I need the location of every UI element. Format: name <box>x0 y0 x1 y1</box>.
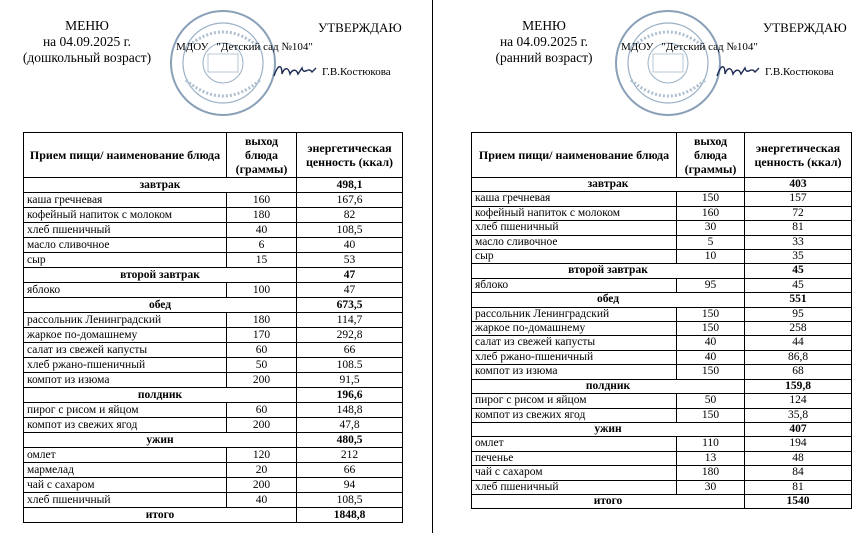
dish-weight: 150 <box>677 365 745 379</box>
menu-table-early <box>471 132 852 509</box>
dish-weight: 15 <box>227 253 297 268</box>
dish-energy: 157 <box>745 192 852 206</box>
dish-weight: 200 <box>227 373 297 388</box>
table-row <box>472 480 852 494</box>
header-dish: Прием пищи/ наименование блюда <box>24 133 227 178</box>
dish-energy: 95 <box>745 307 852 321</box>
table-row <box>472 221 852 235</box>
dish-weight: 150 <box>677 307 745 321</box>
meal-name: второй завтрак <box>472 264 745 278</box>
dish-name: масло сливочное <box>472 235 677 249</box>
meal-row <box>24 388 403 403</box>
dish-energy: 35,8 <box>745 408 852 422</box>
dish-energy: 108,5 <box>297 223 403 238</box>
table-row <box>24 193 403 208</box>
organization-line <box>176 41 313 53</box>
menu-table-preschool <box>23 132 403 523</box>
dish-name: салат из свежей капусты <box>24 343 227 358</box>
dish-energy: 124 <box>745 394 852 408</box>
total-row <box>24 508 403 523</box>
menu-heading <box>469 18 619 66</box>
meal-row <box>24 178 403 193</box>
dish-energy: 194 <box>745 437 852 451</box>
table-row <box>24 223 403 238</box>
dish-weight: 20 <box>227 463 297 478</box>
table-row <box>24 253 403 268</box>
table-row <box>472 365 852 379</box>
dish-energy: 40 <box>297 238 403 253</box>
table-row <box>472 408 852 422</box>
dish-name: чай с сахаром <box>24 478 227 493</box>
menu-panel-early <box>433 0 866 533</box>
dish-name: рассольник Ленинградский <box>24 313 227 328</box>
dish-name: пирог с рисом и яйцом <box>472 394 677 408</box>
dish-name: кофейный напиток с молоком <box>472 206 677 220</box>
dish-name: яблоко <box>472 278 677 292</box>
dish-energy: 212 <box>297 448 403 463</box>
dish-energy: 108.5 <box>297 358 403 373</box>
dish-weight: 150 <box>677 408 745 422</box>
table-row <box>472 278 852 292</box>
dish-energy: 47 <box>297 283 403 298</box>
meal-row <box>24 298 403 313</box>
dish-name: масло сливочное <box>24 238 227 253</box>
table-row <box>472 437 852 451</box>
dish-name: рассольник Ленинградский <box>472 307 677 321</box>
table-row <box>472 466 852 480</box>
table-row <box>472 250 852 264</box>
dish-energy: 47,8 <box>297 418 403 433</box>
dish-name: пирог с рисом и яйцом <box>24 403 227 418</box>
table-row <box>472 451 852 465</box>
dish-weight: 200 <box>227 478 297 493</box>
header-energy: энергетическая ценность (ккал) <box>297 133 403 178</box>
seal-stamp <box>168 8 278 118</box>
table-header-row <box>472 133 852 178</box>
dish-weight: 30 <box>677 480 745 494</box>
table-row <box>24 328 403 343</box>
meal-energy: 196,6 <box>297 388 403 403</box>
meal-row <box>24 268 403 283</box>
org-prefix: МДОУ <box>621 41 654 53</box>
dish-energy: 91,5 <box>297 373 403 388</box>
dish-weight: 160 <box>227 193 297 208</box>
dish-weight: 40 <box>677 336 745 350</box>
meal-name: обед <box>24 298 297 313</box>
table-row <box>24 238 403 253</box>
signature-icon <box>715 62 761 82</box>
menu-heading <box>12 18 162 66</box>
dish-name: печенье <box>472 451 677 465</box>
total-energy: 1540 <box>745 494 852 508</box>
dish-energy: 66 <box>297 343 403 358</box>
meal-name: ужин <box>24 433 297 448</box>
dish-weight: 180 <box>677 466 745 480</box>
dish-weight: 40 <box>227 493 297 508</box>
dish-name: каша гречневая <box>472 192 677 206</box>
dish-name: чай с сахаром <box>472 466 677 480</box>
dish-energy: 68 <box>745 365 852 379</box>
dish-weight: 160 <box>677 206 745 220</box>
table-row <box>24 373 403 388</box>
header-dish: Прием пищи/ наименование блюда <box>472 133 677 178</box>
table-header-row <box>24 133 403 178</box>
dish-name: омлет <box>472 437 677 451</box>
dish-name: каша гречневая <box>24 193 227 208</box>
dish-weight: 30 <box>677 221 745 235</box>
dish-energy: 48 <box>745 451 852 465</box>
dish-weight: 180 <box>227 208 297 223</box>
dish-energy: 33 <box>745 235 852 249</box>
total-row <box>472 494 852 508</box>
dish-energy: 53 <box>297 253 403 268</box>
meal-row <box>24 433 403 448</box>
dish-name: жаркое по-домашнему <box>24 328 227 343</box>
dish-name: хлеб пшеничный <box>472 480 677 494</box>
table-row <box>472 307 852 321</box>
header-energy: энергетическая ценность (ккал) <box>745 133 852 178</box>
table-row <box>472 192 852 206</box>
dish-energy: 148,8 <box>297 403 403 418</box>
dish-energy: 81 <box>745 480 852 494</box>
meal-name: полдник <box>24 388 297 403</box>
dish-energy: 94 <box>297 478 403 493</box>
menu-panel-preschool <box>0 0 432 533</box>
dish-weight: 60 <box>227 403 297 418</box>
meal-energy: 403 <box>745 178 852 192</box>
dish-name: сыр <box>472 250 677 264</box>
dish-weight: 40 <box>677 350 745 364</box>
dish-name: хлеб пшеничный <box>24 493 227 508</box>
table-row <box>472 322 852 336</box>
dish-weight: 100 <box>227 283 297 298</box>
dish-weight: 150 <box>677 322 745 336</box>
dish-name: компот из свежих ягод <box>472 408 677 422</box>
dish-weight: 13 <box>677 451 745 465</box>
meal-name: завтрак <box>24 178 297 193</box>
meal-energy: 673,5 <box>297 298 403 313</box>
meal-energy: 498,1 <box>297 178 403 193</box>
menu-title: МЕНЮ <box>522 18 566 33</box>
meal-energy: 45 <box>745 264 852 278</box>
meal-name: завтрак <box>472 178 745 192</box>
meal-energy: 407 <box>745 422 852 436</box>
dish-name: хлеб ржано-пшеничный <box>472 350 677 364</box>
meal-energy: 47 <box>297 268 403 283</box>
seal-stamp <box>613 8 723 118</box>
table-row <box>24 493 403 508</box>
meal-name: второй завтрак <box>24 268 297 283</box>
signature-icon <box>272 62 318 82</box>
dish-weight: 40 <box>227 223 297 238</box>
meal-name: обед <box>472 293 745 307</box>
table-row <box>24 343 403 358</box>
total-label: итого <box>472 494 745 508</box>
dish-name: сыр <box>24 253 227 268</box>
dish-name: хлеб ржано-пшеничный <box>24 358 227 373</box>
meal-energy: 159,8 <box>745 379 852 393</box>
dish-energy: 45 <box>745 278 852 292</box>
table-row <box>24 313 403 328</box>
dish-weight: 110 <box>677 437 745 451</box>
dish-name: компот из свежих ягод <box>24 418 227 433</box>
table-body <box>24 178 403 523</box>
dish-weight: 200 <box>227 418 297 433</box>
meal-row <box>472 293 852 307</box>
table-row <box>24 403 403 418</box>
approve-title: УТВЕРЖДАЮ <box>763 20 847 35</box>
organization-line <box>621 41 758 53</box>
table-row <box>24 358 403 373</box>
dish-name: компот из изюма <box>472 365 677 379</box>
dish-name: хлеб пшеничный <box>472 221 677 235</box>
dish-energy: 84 <box>745 466 852 480</box>
dish-name: яблоко <box>24 283 227 298</box>
dish-energy: 72 <box>745 206 852 220</box>
table-body <box>472 178 852 509</box>
dish-weight: 95 <box>677 278 745 292</box>
dish-name: жаркое по-домашнему <box>472 322 677 336</box>
dish-weight: 10 <box>677 250 745 264</box>
dish-energy: 66 <box>297 463 403 478</box>
table-row <box>472 350 852 364</box>
table-row <box>472 235 852 249</box>
menu-date: на 04.09.2025 г. <box>499 34 589 49</box>
table-row <box>24 463 403 478</box>
meal-energy: 551 <box>745 293 852 307</box>
meal-name: ужин <box>472 422 745 436</box>
table-row <box>472 336 852 350</box>
table-row <box>472 206 852 220</box>
dish-energy: 44 <box>745 336 852 350</box>
dish-name: хлеб пшеничный <box>24 223 227 238</box>
table-row <box>24 478 403 493</box>
table-row <box>472 394 852 408</box>
org-prefix: МДОУ <box>176 41 209 53</box>
dish-weight: 5 <box>677 235 745 249</box>
age-group: (дошкольный возраст) <box>22 50 152 65</box>
header-weight: выход блюда (граммы) <box>227 133 297 178</box>
total-label: итого <box>24 508 297 523</box>
table-row <box>24 208 403 223</box>
table-row <box>24 283 403 298</box>
table-row <box>24 448 403 463</box>
org-name: "Детский сад №104" <box>661 41 758 53</box>
meal-name: полдник <box>472 379 745 393</box>
dish-name: кофейный напиток с молоком <box>24 208 227 223</box>
meal-energy: 480,5 <box>297 433 403 448</box>
dish-weight: 170 <box>227 328 297 343</box>
dish-name: салат из свежей капусты <box>472 336 677 350</box>
signer-name: Г.В.Костюкова <box>322 66 391 78</box>
dish-energy: 292,8 <box>297 328 403 343</box>
dish-weight: 50 <box>677 394 745 408</box>
meal-row <box>472 264 852 278</box>
dish-energy: 167,6 <box>297 193 403 208</box>
header-weight: выход блюда (граммы) <box>677 133 745 178</box>
age-group: (ранний возраст) <box>495 50 593 65</box>
meal-row <box>472 379 852 393</box>
meal-row <box>472 178 852 192</box>
total-energy: 1848,8 <box>297 508 403 523</box>
dish-weight: 50 <box>227 358 297 373</box>
dish-name: омлет <box>24 448 227 463</box>
meal-row <box>472 422 852 436</box>
menu-title: МЕНЮ <box>65 18 109 33</box>
dish-energy: 258 <box>745 322 852 336</box>
dish-name: компот из изюма <box>24 373 227 388</box>
signature-block <box>272 62 391 82</box>
dish-energy: 81 <box>745 221 852 235</box>
dish-weight: 60 <box>227 343 297 358</box>
dish-weight: 150 <box>677 192 745 206</box>
dish-weight: 120 <box>227 448 297 463</box>
menu-date: на 04.09.2025 г. <box>42 34 132 49</box>
signer-name: Г.В.Костюкова <box>765 66 834 78</box>
table-row <box>24 418 403 433</box>
dish-energy: 82 <box>297 208 403 223</box>
signature-block <box>715 62 834 82</box>
dish-weight: 180 <box>227 313 297 328</box>
dish-weight: 6 <box>227 238 297 253</box>
dish-energy: 114,7 <box>297 313 403 328</box>
org-name: "Детский сад №104" <box>216 41 313 53</box>
dish-energy: 108,5 <box>297 493 403 508</box>
dish-energy: 86,8 <box>745 350 852 364</box>
dish-energy: 35 <box>745 250 852 264</box>
approve-title: УТВЕРЖДАЮ <box>318 20 402 35</box>
dish-name: мармелад <box>24 463 227 478</box>
